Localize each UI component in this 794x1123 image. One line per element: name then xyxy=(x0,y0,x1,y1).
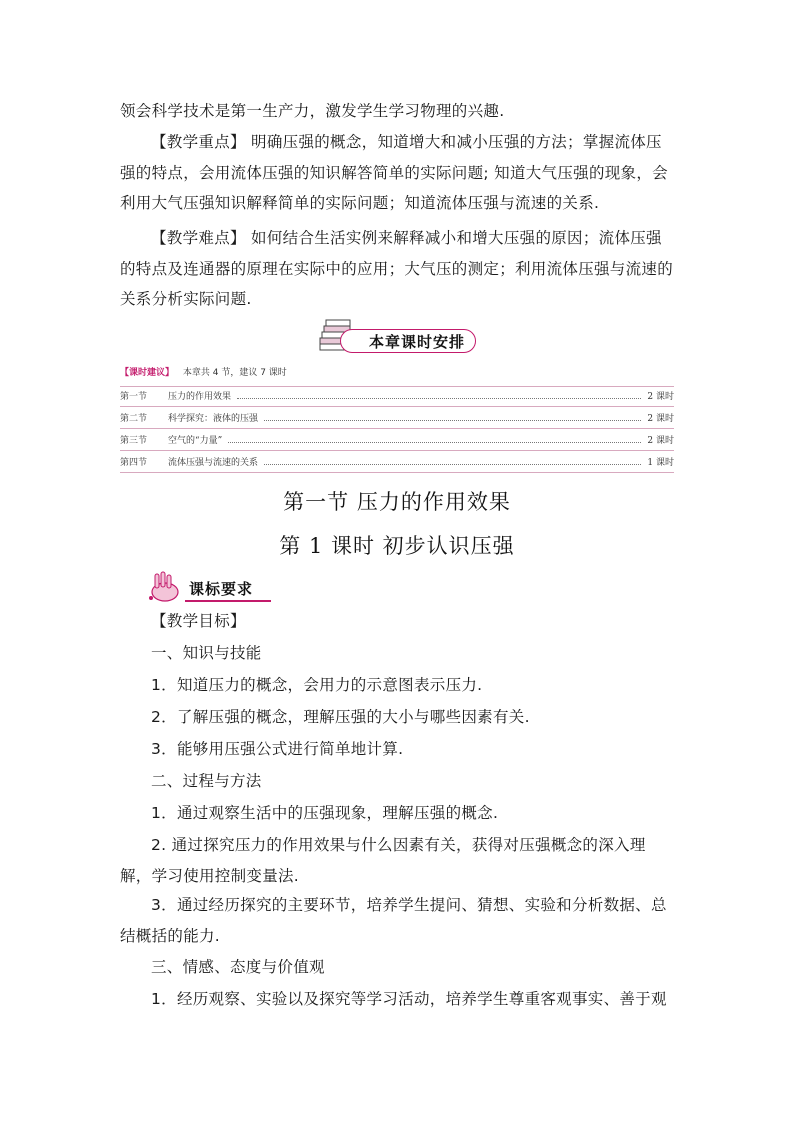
process-item: 2. 通过探究压力的作用效果与什么因素有关，获得对压强概念的深入理解，学习使用控制变量法. xyxy=(120,836,646,885)
schedule-row-number: 第二节 xyxy=(120,413,148,424)
schedule-header xyxy=(120,365,287,378)
knowledge-item: 3．能够用压强公式进行简单地计算. xyxy=(151,740,404,758)
knowledge-item: 1．知道压力的概念，会用力的示意图表示压力. xyxy=(151,676,483,694)
schedule-row-number: 第三节 xyxy=(120,435,148,446)
difficulties-label: 【教学难点】 xyxy=(151,229,246,247)
schedule-banner-pill xyxy=(340,329,476,353)
attitude-heading: 三、情感、态度与价值观 xyxy=(151,958,325,976)
schedule-row-time: 2 课时 xyxy=(647,413,674,424)
schedule-row xyxy=(120,388,674,402)
schedule-row-name: 流体压强与流速的关系 xyxy=(168,457,259,468)
requirements-banner-label: 课标要求 xyxy=(189,580,254,598)
difficulties-text: 如何结合生活实例来解释减小和增大压强的原因；流体压强的特点及连通器的原理在实际中的应用；大气压的测定；利用流体压强与流速的关系分析实际问题. xyxy=(120,229,674,308)
schedule-banner xyxy=(318,318,478,356)
leader-dots xyxy=(237,392,641,399)
schedule-row-number: 第一节 xyxy=(120,391,148,402)
lesson-title: 第 1 课时 初步认识压强 xyxy=(279,534,515,558)
divider xyxy=(120,450,674,451)
divider xyxy=(120,386,674,387)
section-title: 第一节 压力的作用效果 xyxy=(283,490,511,514)
schedule-row-name: 科学探究：液体的压强 xyxy=(168,413,259,424)
schedule-row xyxy=(120,410,674,424)
requirements-banner-box xyxy=(185,578,271,602)
process-heading: 二、过程与方法 xyxy=(151,772,262,790)
requirements-banner xyxy=(145,570,275,604)
schedule-row xyxy=(120,432,674,446)
process-item: 1．通过观察生活中的压强现象，理解压强的概念. xyxy=(151,804,499,822)
schedule-row-name: 压力的作用效果 xyxy=(168,391,232,402)
knowledge-item: 2．了解压强的概念，理解压强的大小与哪些因素有关. xyxy=(151,708,530,726)
attitude-item: 1．经历观察、实验以及探究等学习活动，培养学生尊重客观事实、善于观 xyxy=(151,990,667,1008)
objectives-heading: 【教学目标】 xyxy=(151,612,246,630)
schedule-row-time: 2 课时 xyxy=(647,435,674,446)
knowledge-heading: 一、知识与技能 xyxy=(151,644,262,662)
divider xyxy=(120,428,674,429)
schedule-row xyxy=(120,454,674,468)
key-points-text: 明确压强的概念，知道增大和减小压强的方法；掌握流体压强的特点，会用流体压强的知识解答简单的实际问题; 知道大气压强的现象，会利用大气压强知识解释简单的实际问题；知道流体压强与流速的关系. xyxy=(120,133,668,212)
key-points-paragraph xyxy=(120,127,676,219)
difficulties-paragraph xyxy=(120,223,676,315)
leader-dots xyxy=(228,436,641,443)
divider xyxy=(120,406,674,407)
leader-dots xyxy=(264,414,641,421)
schedule-row-name: 空气的“力量” xyxy=(168,435,223,446)
leader-dots xyxy=(264,458,641,465)
schedule-summary: 本章共 4 节，建议 7 课时 xyxy=(182,368,287,378)
process-item: 3．通过经历探究的主要环节，培养学生提问、猜想、实验和分析数据、总结概括的能力. xyxy=(120,896,667,945)
intro-line: 领会科学技术是第一生产力，激发学生学习物理的兴趣. xyxy=(120,102,505,120)
schedule-row-time: 2 课时 xyxy=(647,391,674,402)
schedule-row-time: 1 课时 xyxy=(647,457,674,468)
key-points-label: 【教学重点】 xyxy=(151,133,246,151)
divider xyxy=(120,472,674,473)
schedule-row-number: 第四节 xyxy=(120,457,148,468)
schedule-banner-label: 本章课时安排 xyxy=(369,333,466,351)
hand-icon xyxy=(145,570,185,604)
schedule-tag: 【课时建议】 xyxy=(120,368,175,378)
